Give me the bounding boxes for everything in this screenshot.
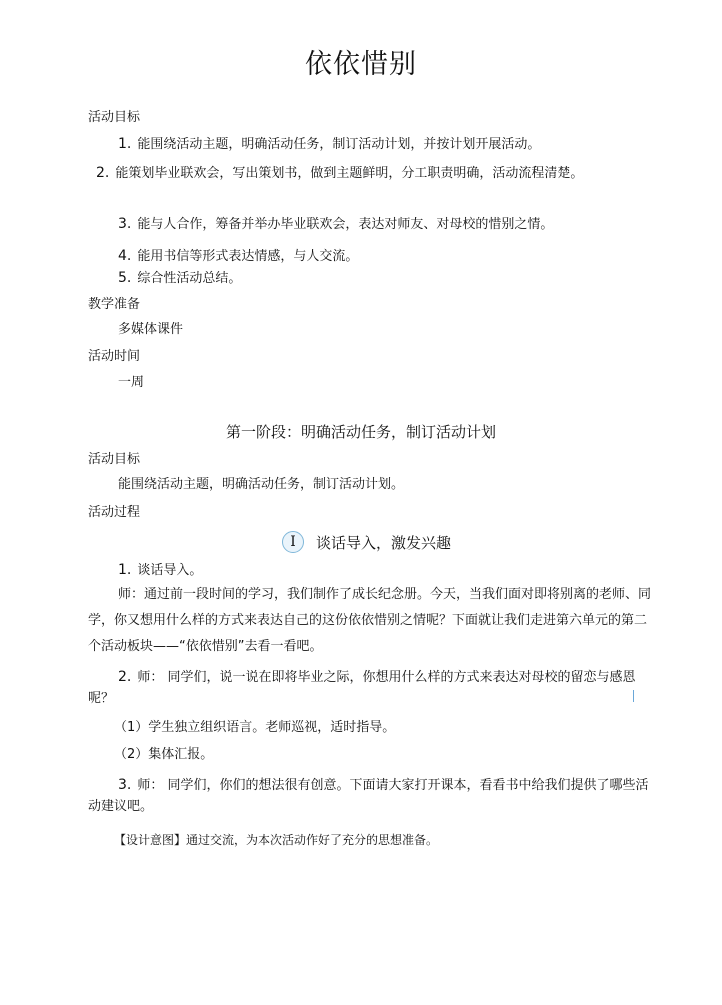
step-number: 1. bbox=[118, 562, 132, 578]
goal-item-4 bbox=[118, 245, 358, 264]
goal-number: 2. bbox=[96, 165, 110, 181]
step-2-sub-2: （2）集体汇报。 bbox=[114, 747, 214, 762]
prep-text: 多媒体课件 bbox=[118, 322, 184, 337]
goal-number: 1. bbox=[118, 136, 132, 152]
step-text: 师： 同学们，说一说在即将毕业之际，你想用什么样的方式来表达对母校的留恋与感恩呢？ bbox=[88, 670, 636, 706]
goal-text: 能围绕活动主题，明确活动任务，制订活动计划，并按计划开展活动。 bbox=[137, 137, 541, 152]
text-cursor bbox=[633, 690, 634, 702]
goal-item-1 bbox=[118, 133, 540, 152]
prep-heading: 教学准备 bbox=[88, 297, 141, 312]
time-heading: 活动时间 bbox=[88, 349, 141, 364]
step-title-text: 谈话导入。 bbox=[137, 563, 203, 578]
step-number: 3. bbox=[118, 777, 132, 793]
step-1-title bbox=[118, 559, 202, 578]
roman-numeral-icon: I bbox=[282, 531, 304, 553]
goal-text: 能策划毕业联欢会，写出策划书，做到主题鲜明，分工职责明确，活动流程清楚。 bbox=[115, 166, 584, 181]
goal-text: 能与人合作，筹备并举办毕业联欢会，表达对师友、对母校的惜别之情。 bbox=[137, 217, 554, 232]
step-1-paragraph: 师：通过前一段时间的学习，我们制作了成长纪念册。今天，当我们面对即将别离的老师、同学，你又想用什么样的方式来表达自己的这份依依惜别之情呢？下面就让我们走进第六单元的第二个活动板块——“依依惜别”去看一看吧。 bbox=[88, 587, 652, 654]
step-3 bbox=[88, 775, 653, 817]
stage-goal-text: 能围绕活动主题，明确活动任务，制订活动计划。 bbox=[118, 477, 405, 492]
goal-text: 综合性活动总结。 bbox=[137, 271, 242, 286]
time-text: 一周 bbox=[118, 375, 145, 390]
step-number: 2. bbox=[118, 669, 132, 685]
page-title: 依依惜别 bbox=[305, 49, 417, 80]
process-heading: 活动过程 bbox=[88, 505, 141, 520]
section-title bbox=[282, 531, 451, 553]
stage-goal-heading: 活动目标 bbox=[88, 452, 141, 467]
goal-number: 5. bbox=[118, 270, 132, 286]
goal-number: 4. bbox=[118, 248, 132, 264]
stage-title: 第一阶段：明确活动任务，制订活动计划 bbox=[225, 423, 496, 441]
goal-item-5 bbox=[118, 267, 241, 286]
goal-item-3 bbox=[118, 213, 553, 232]
step-text: 师： 同学们，你们的想法很有创意。下面请大家打开课本，看看书中给我们提供了哪些活动建议吧。 bbox=[88, 778, 649, 814]
design-note: 【设计意图】通过交流，为本次活动作好了充分的思想准备。 bbox=[114, 833, 439, 847]
step-2 bbox=[88, 667, 653, 709]
step-2-sub-1: （1）学生独立组织语言。老师巡视，适时指导。 bbox=[114, 720, 396, 735]
goal-text: 能用书信等形式表达情感，与人交流。 bbox=[137, 249, 359, 264]
goals-heading: 活动目标 bbox=[88, 110, 141, 125]
section-title-text: 谈话导入，激发兴趣 bbox=[316, 533, 452, 552]
goal-number: 3. bbox=[118, 216, 132, 232]
goal-item-2 bbox=[88, 163, 653, 184]
